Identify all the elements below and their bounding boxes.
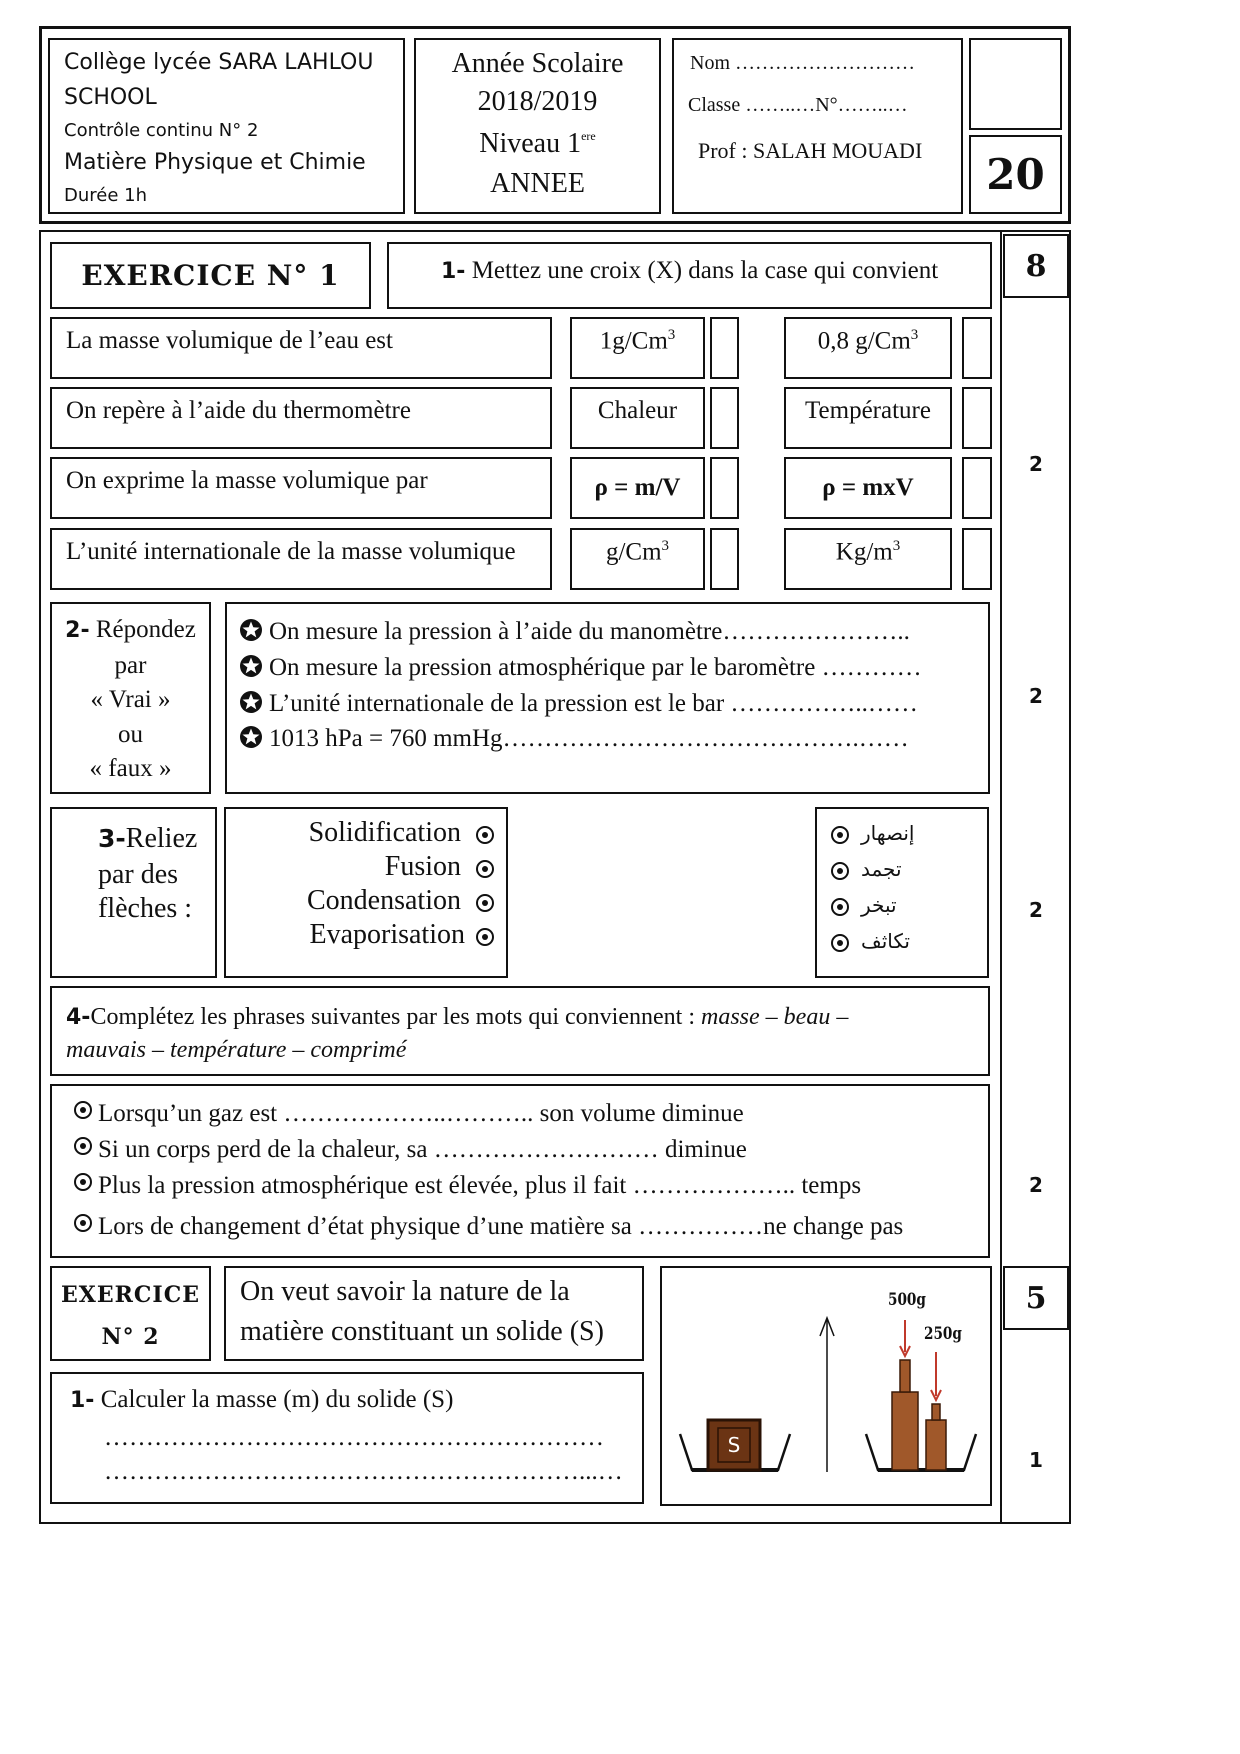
option-1-box <box>570 317 705 379</box>
exercise-2-title-box <box>50 1266 211 1361</box>
option-2-checkbox[interactable] <box>962 387 992 449</box>
question-1-text: Mettez une croix (X) dans la case qui convient <box>465 257 939 284</box>
question-2-label-line4: ou <box>118 721 143 748</box>
year-label: Année Scolaire <box>451 48 624 79</box>
total-score-box <box>969 135 1062 214</box>
arabic-label: تكاثف <box>861 929 910 953</box>
question-1-instruction <box>441 257 938 285</box>
option-2-label <box>836 538 900 566</box>
option-2-box <box>784 387 952 449</box>
row-statement-box <box>50 387 552 449</box>
row-statement: On repère à l’aide du thermomètre <box>66 397 411 424</box>
total-score: 20 <box>986 150 1045 199</box>
balance-illustration <box>662 1268 990 1504</box>
school-year-box <box>414 38 661 214</box>
question-2-label-line5: « faux » <box>89 755 172 782</box>
link-point-icon[interactable] <box>831 826 849 844</box>
solid-label: S <box>727 1433 741 1457</box>
exercise-2-intro-box <box>224 1266 644 1361</box>
exercise-2-question-1-text: Calculer la masse (m) du solide (S) <box>94 1386 454 1413</box>
state-change-right-item[interactable] <box>831 821 914 845</box>
exercise-2-question-1-box <box>50 1372 644 1504</box>
state-change-left-item[interactable] <box>309 919 494 951</box>
star-bullet-icon <box>239 690 263 714</box>
bullet-icon <box>74 1214 92 1232</box>
state-change-label: Condensation <box>307 885 461 916</box>
row-statement: La masse volumique de l’eau est <box>66 327 393 354</box>
student-info-box <box>672 38 963 214</box>
option-2-box <box>784 457 952 519</box>
exercise-2-question-1 <box>70 1386 453 1414</box>
weight-250g-label: 250g <box>924 1324 962 1344</box>
fill-blank-sentence[interactable] <box>74 1172 861 1200</box>
row-statement: L’unité internationale de la masse volumique <box>66 538 516 565</box>
row-statement-box <box>50 528 552 590</box>
option-1-label <box>600 327 676 355</box>
annee-label: ANNEE <box>490 168 585 199</box>
star-bullet-icon <box>239 725 263 749</box>
answer-line-1[interactable]: …………………………………………………… <box>104 1424 604 1451</box>
weight-500g <box>892 1392 918 1470</box>
sentence-text: Lorsqu’un gaz est ………………..……….. son volume diminue <box>98 1100 744 1127</box>
balance-figure-box <box>660 1266 992 1506</box>
option-2-label <box>818 327 919 355</box>
question-3-label-box <box>50 807 217 978</box>
link-point-icon[interactable] <box>476 894 494 912</box>
arabic-label: تبخر <box>861 893 897 917</box>
teacher-name: Prof : SALAH MOUADI <box>698 138 923 163</box>
state-change-right-item[interactable] <box>831 857 902 881</box>
state-change-left-item[interactable] <box>307 885 494 917</box>
option-2-text: Température <box>805 397 931 424</box>
true-false-item[interactable] <box>239 618 910 646</box>
exercise-1-points: 8 <box>1025 248 1047 284</box>
sentence-text: Plus la pression atmosphérique est élevée, plus il fait ……………….. temps <box>98 1172 862 1199</box>
option-1-checkbox[interactable] <box>710 528 739 590</box>
option-1-checkbox[interactable] <box>710 387 739 449</box>
state-change-label: Evaporisation <box>309 919 465 950</box>
question-3-label-line2: par des <box>98 859 179 890</box>
question-1-score: 2 <box>1029 452 1043 476</box>
exercise-1-title-box <box>50 242 371 309</box>
name-field[interactable]: Nom ……………………… <box>690 52 915 74</box>
option-1-text: ρ = m/V <box>594 474 681 501</box>
exercise-2-points: 5 <box>1025 1280 1047 1316</box>
fill-blank-sentence[interactable] <box>74 1100 744 1128</box>
weight-250g <box>926 1420 946 1470</box>
question-1-number: 1- <box>441 259 466 284</box>
state-change-left-item[interactable] <box>309 817 494 849</box>
fill-blank-sentence[interactable] <box>74 1213 903 1241</box>
exercise-1-points-box <box>1003 234 1069 298</box>
state-change-right-item[interactable] <box>831 929 910 953</box>
true-false-item[interactable] <box>239 690 918 718</box>
question-2-label-line2: par <box>114 652 147 679</box>
weight-500g-label: 500g <box>888 1290 926 1310</box>
question-4-words-2: mauvais – température – comprimé <box>66 1037 407 1063</box>
exercise-2-title-line2: N° 2 <box>101 1324 160 1350</box>
option-1-text: Chaleur <box>597 397 678 424</box>
true-false-item[interactable] <box>239 725 909 753</box>
bullet-icon <box>74 1137 92 1155</box>
true-false-text: L’unité internationale de la pression est le bar ……………..…… <box>269 690 918 717</box>
question-2-label-line1 <box>52 616 209 644</box>
question-2-label-line3: « Vrai » <box>90 686 171 713</box>
link-point-icon[interactable] <box>476 826 494 844</box>
question-2-statements-box <box>225 602 990 794</box>
true-false-text: On mesure la pression à l’aide du manomètre………………….. <box>269 618 910 645</box>
link-point-icon[interactable] <box>831 862 849 880</box>
grade-empty-box[interactable] <box>969 38 1062 130</box>
question-4-score: 2 <box>1029 1173 1043 1197</box>
link-point-icon[interactable] <box>831 934 849 952</box>
star-bullet-icon <box>239 654 263 678</box>
arabic-label: تجمد <box>861 857 902 881</box>
question-3-label-line1 <box>98 823 197 855</box>
question-4-text: Complétez les phrases suivantes par les mots qui conviennent : <box>90 1004 701 1030</box>
row-statement: On exprime la masse volumique par <box>66 467 428 494</box>
question-4-sentences-box <box>50 1084 990 1258</box>
option-2-text: Kg/m <box>835 538 893 566</box>
answer-line-2[interactable]: …………………………………………………...… <box>104 1458 623 1485</box>
option-2-text: ρ = mxV <box>822 474 914 501</box>
school-name-line2: SCHOOL <box>64 85 157 110</box>
true-false-text: 1013 hPa = 760 mmHg…………………………………….…… <box>269 725 909 752</box>
link-point-icon[interactable] <box>476 928 494 946</box>
option-1-sup: 3 <box>667 327 676 343</box>
question-1-instruction-box <box>387 242 992 309</box>
option-1-sup: 3 <box>661 538 670 554</box>
level-sup: ere <box>581 129 596 143</box>
option-2-box <box>784 528 952 590</box>
option-1-text: 1g/Cm <box>599 327 668 355</box>
true-false-item[interactable] <box>239 654 922 682</box>
option-1-label <box>606 538 669 566</box>
exercise-2-title-line1: EXERCICE <box>61 1282 200 1308</box>
question-4-instruction-box <box>50 986 990 1076</box>
question-3-label-line3: flèches : <box>98 893 193 924</box>
exercise-2-question-1-score: 1 <box>1029 1448 1043 1472</box>
option-2-text: 0,8 g/Cm <box>817 327 911 355</box>
school-info-box <box>48 38 405 214</box>
question-4-instruction-line1 <box>66 1004 848 1031</box>
row-statement-box <box>50 317 552 379</box>
true-false-text: On mesure la pression atmosphérique par le baromètre ………… <box>269 654 922 681</box>
option-2-sup: 3 <box>910 327 919 343</box>
sentence-text: Si un corps perd de la chaleur, sa ……………………… diminue <box>98 1136 747 1163</box>
right-pan <box>866 1434 976 1470</box>
score-column-divider <box>1000 230 1002 1524</box>
question-4-words-1: masse – beau – <box>701 1004 849 1030</box>
exercise-2-question-1-number: 1- <box>70 1388 95 1413</box>
option-1-box <box>570 457 705 519</box>
state-change-left-item[interactable] <box>385 851 494 883</box>
state-change-label: Solidification <box>308 817 461 848</box>
link-point-icon[interactable] <box>476 860 494 878</box>
option-1-checkbox[interactable] <box>710 457 739 519</box>
sentence-text: Lors de changement d’état physique d’une matière sa ……………ne change pas <box>98 1213 904 1240</box>
question-3-label-text: Reliez <box>125 823 198 854</box>
option-1-text: g/Cm <box>605 538 662 566</box>
fill-blank-sentence[interactable] <box>74 1136 747 1164</box>
exercise-1-title: EXERCICE N° 1 <box>81 259 340 292</box>
option-2-checkbox[interactable] <box>962 528 992 590</box>
option-2-checkbox[interactable] <box>962 457 992 519</box>
class-field[interactable]: Classe ……..…N°……..… <box>688 94 908 116</box>
question-3-score: 2 <box>1029 898 1043 922</box>
arabic-label: إنصهار <box>861 821 915 845</box>
bullet-icon <box>74 1101 92 1119</box>
star-bullet-icon <box>239 618 263 642</box>
question-4-number: 4- <box>66 1005 91 1030</box>
duration: Durée 1h <box>64 185 148 206</box>
question-2-label-text: Répondez <box>89 616 196 643</box>
question-3-left-list <box>224 807 508 978</box>
level <box>416 128 659 160</box>
bullet-icon <box>74 1173 92 1191</box>
subject: Matière Physique et Chimie <box>64 150 366 175</box>
question-3-right-list <box>815 807 989 978</box>
row-statement-box <box>50 457 552 519</box>
control-number: Contrôle continu N° 2 <box>64 120 259 141</box>
option-2-box <box>784 317 952 379</box>
option-1-box <box>570 528 705 590</box>
question-2-number: 2- <box>65 618 90 643</box>
link-point-icon[interactable] <box>831 898 849 916</box>
level-text: Niveau 1 <box>479 128 582 159</box>
option-1-box <box>570 387 705 449</box>
school-name-line1: Collège lycée SARA LAHLOU <box>64 50 374 75</box>
state-change-right-item[interactable] <box>831 893 897 917</box>
option-1-checkbox[interactable] <box>710 317 739 379</box>
school-year: 2018/2019 <box>477 86 598 117</box>
option-2-checkbox[interactable] <box>962 317 992 379</box>
weight-250g-knob <box>932 1404 940 1420</box>
question-3-number: 3- <box>98 824 126 853</box>
exercise-2-points-box <box>1003 1266 1069 1330</box>
question-2-label-box <box>50 602 211 794</box>
state-change-label: Fusion <box>384 851 461 882</box>
exercise-2-intro-line1: On veut savoir la nature de la <box>240 1276 570 1307</box>
exercise-2-intro-line2: matière constituant un solide (S) <box>240 1316 604 1347</box>
question-2-score: 2 <box>1029 684 1043 708</box>
weight-500g-knob <box>900 1360 910 1392</box>
option-2-sup: 3 <box>892 538 901 554</box>
